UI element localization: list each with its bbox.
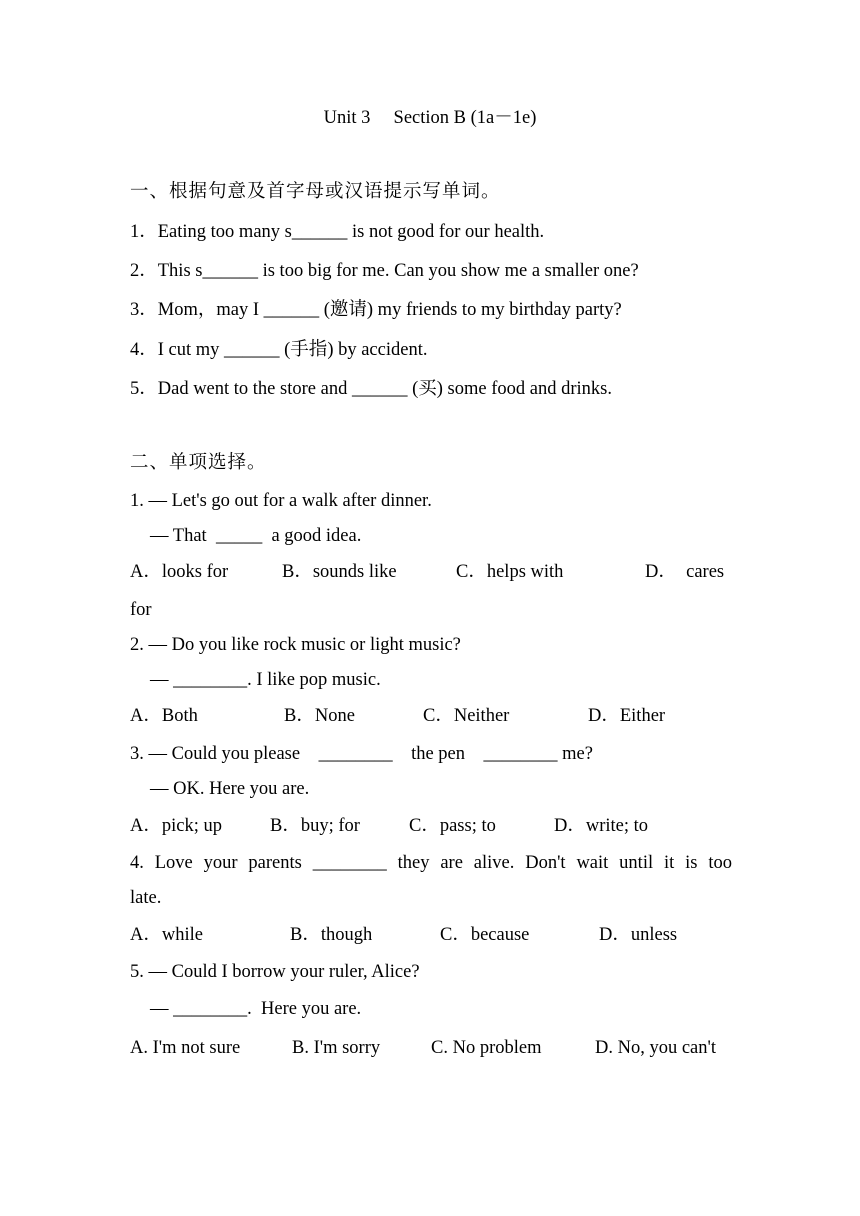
q3-option-a: A．pick; up: [130, 816, 222, 836]
q3-option-d: D．write; to: [554, 816, 649, 836]
q4-line2: late.: [130, 888, 162, 908]
q5-option-a: A. I'm not sure: [130, 1038, 241, 1058]
q4-option-a: A．while: [130, 925, 203, 945]
q3-option-c: C．pass; to: [409, 816, 496, 836]
q5-option-d: D. No, you can't: [595, 1038, 716, 1058]
q4-option-b: B．though: [290, 925, 373, 945]
q5-line2: — ________. Here you are.: [150, 999, 362, 1019]
q3-line2: — OK. Here you are.: [150, 779, 310, 799]
q5-option-b: B. I'm sorry: [292, 1038, 381, 1058]
q3-option-b: B．buy; for: [270, 816, 360, 836]
q1-option-b: B．sounds like: [282, 562, 397, 582]
part1-item-3: 3．Mom，may I ______ (邀请) my friends to my birthday party?: [130, 300, 622, 320]
q1-option-d: D． cares: [645, 562, 725, 582]
q1-line1: 1. — Let's go out for a walk after dinner.: [130, 491, 432, 511]
q1-option-a: A．looks for: [130, 562, 229, 582]
q5-line1: 5. — Could I borrow your ruler, Alice?: [130, 962, 420, 982]
part1-item-1: 1．Eating too many s______ is not good for our health.: [130, 222, 545, 242]
q1-option-d-wrap: for: [130, 600, 152, 620]
part2-heading: 二、单项选择。: [130, 453, 267, 473]
q1-line2: — That _____ a good idea.: [150, 526, 362, 546]
q4-option-c: C．because: [440, 925, 530, 945]
q4-option-d: D．unless: [599, 925, 678, 945]
q1-option-c: C．helps with: [456, 562, 564, 582]
q2-option-b: B．None: [284, 706, 355, 726]
q5-option-c: C. No problem: [431, 1038, 542, 1058]
q2-line2: — ________. I like pop music.: [150, 670, 381, 690]
page-title: Unit 3 Section B (1a－1e): [323, 108, 537, 128]
part1-item-5: 5．Dad went to the store and ______ (买) some food and drinks.: [130, 379, 612, 399]
q2-line1: 2. — Do you like rock music or light music?: [130, 635, 461, 655]
q4-line1: 4. Love your parents ________ they are alive. Don't wait until it is too: [130, 853, 732, 873]
part1-heading: 一、根据句意及首字母或汉语提示写单词。: [130, 182, 501, 202]
part1-item-2: 2．This s______ is too big for me. Can you show me a smaller one?: [130, 261, 639, 281]
q3-line1: 3. — Could you please ________ the pen ________ me?: [130, 744, 593, 764]
q2-option-a: A．Both: [130, 706, 198, 726]
part1-item-4: 4．I cut my ______ (手指) by accident.: [130, 340, 428, 360]
q2-option-d: D．Either: [588, 706, 666, 726]
q2-option-c: C．Neither: [423, 706, 510, 726]
